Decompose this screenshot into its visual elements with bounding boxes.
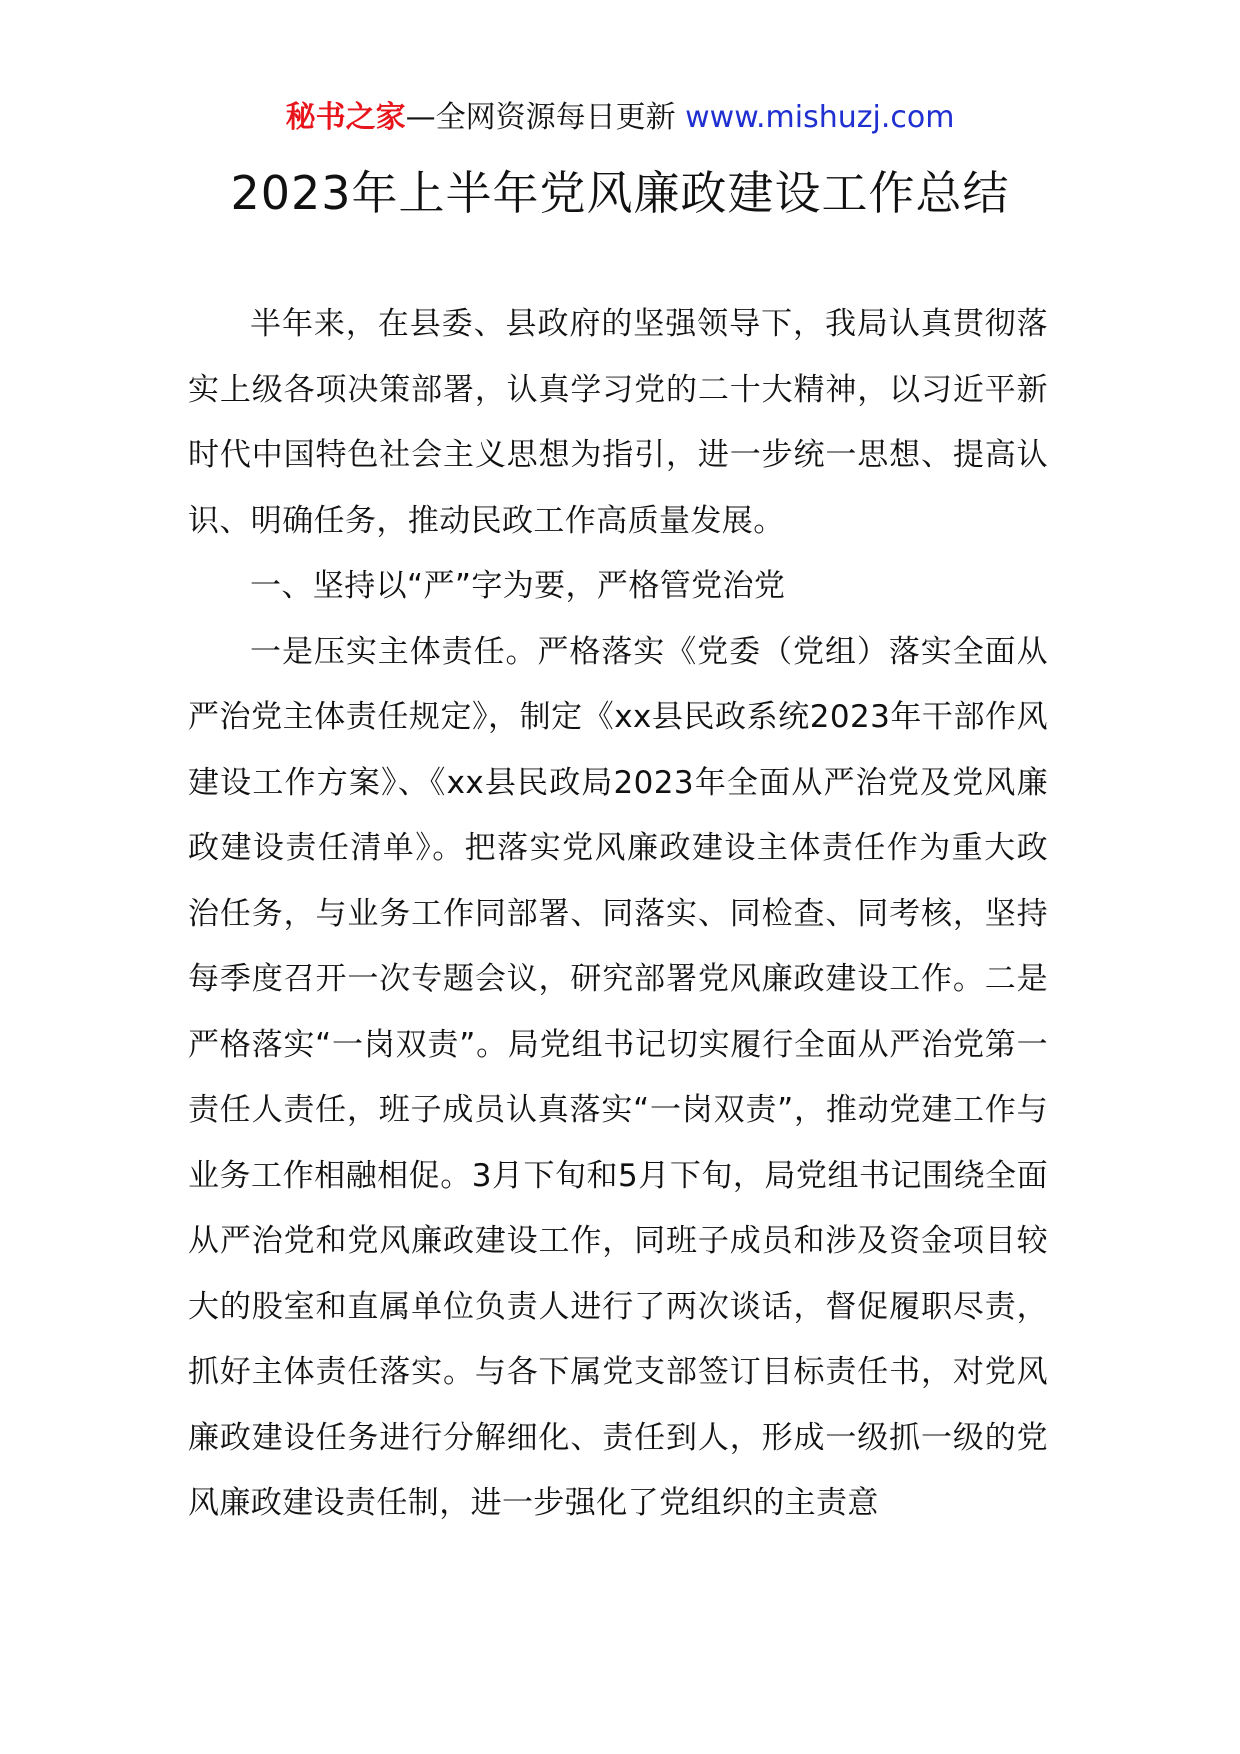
site-header <box>0 98 1240 138</box>
section-heading: 一、坚持以“严”字为要，严格管党治党 <box>250 568 786 604</box>
site-url-link[interactable]: www.mishuzj.com <box>685 100 955 135</box>
document-title: 2023年上半年党风廉政建设工作总结 <box>230 166 1010 220</box>
body-paragraph: 一是压实主体责任。严格落实《党委（党组）落实全面从严治党主体责任规定》，制定《xx县民政系统2023年干部作风建设工作方案》、《xx县民政局2023年全面从严治党及党风廉政建设责任清单》。把落实党风廉政建设主体责任作为重大政治任务，与业务工作同部署、同落实、同检查、同考核，坚持每季度召开一次专题会议，研究部署党风廉政建设工作。二是严格落实“一岗双责”。局党组书记切实履行全面从严治党第一责任人责任，班子成员认真落实“一岗双责”，推动党建工作与业务工作相融相促。3月下旬和5月下旬，局党组书记围绕全面从严治党和党风廉政建设工作，同班子成员和涉及资金项目较大的股室和直属单位负责人进行了两次谈话，督促履职尽责，抓好主体责任落实。与各下属党支部签订目标责任书，对党风廉政建设任务进行分解细化、责任到人，形成一级抓一级的党风廉政建设责任制，进一步强化了党组织的主责意 <box>188 633 1048 1521</box>
site-tagline: —全网资源每日更新 <box>405 100 676 135</box>
intro-paragraph: 半年来，在县委、县政府的坚强领导下，我局认真贯彻落实上级各项决策部署，认真学习党的二十大精神，以习近平新时代中国特色社会主义思想为指引，进一步统一思想、提高认识、明确任务，推动民政工作高质量发展。 <box>188 306 1048 539</box>
site-brand: 秘书之家 <box>285 100 406 135</box>
document-body <box>188 292 1048 1537</box>
